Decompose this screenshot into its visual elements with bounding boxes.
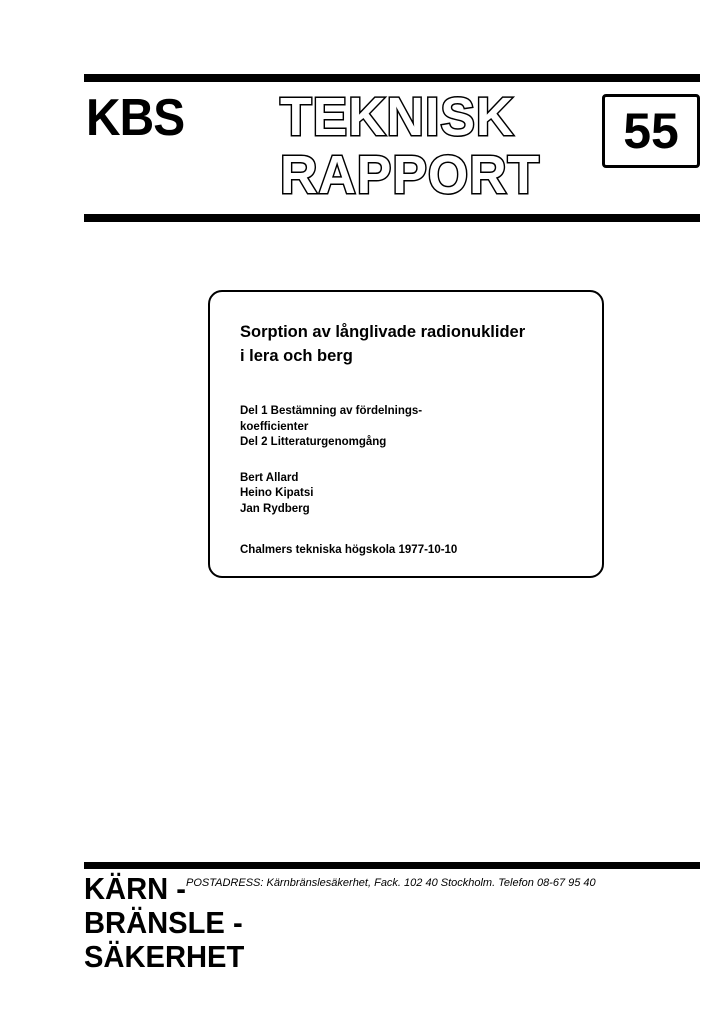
masthead-top-rule bbox=[84, 74, 700, 82]
document-parts bbox=[240, 404, 572, 451]
report-number-badge bbox=[602, 94, 700, 168]
author-name: Heino Kipatsi bbox=[240, 487, 314, 499]
title-card bbox=[208, 290, 604, 578]
author-list bbox=[240, 471, 572, 518]
postal-address: POSTADRESS: Kärnbränslesäkerhet, Fack. 102 40 Stockholm. Telefon 08-67 95 40 bbox=[186, 877, 596, 889]
report-number-value: 55 bbox=[623, 103, 679, 159]
affiliation-and-date: Chalmers tekniska högskola 1977-10-10 bbox=[240, 544, 458, 556]
part-1-line1: Del 1 Bestämning av fördelnings- bbox=[240, 405, 423, 417]
author-name: Jan Rydberg bbox=[240, 502, 310, 515]
page-title-line1: Sorption av långlivade radionuklider bbox=[240, 323, 526, 341]
author-name: Bert Allard bbox=[240, 471, 299, 484]
footer-rule bbox=[84, 862, 700, 869]
part-2: Del 2 Litteraturgenomgång bbox=[240, 436, 387, 448]
footer-logo-line2: BRÄNSLE - bbox=[84, 905, 243, 940]
footer-logo-line3: SÄKERHET bbox=[84, 939, 245, 974]
masthead-title-line1: TEKNISK bbox=[280, 87, 515, 147]
part-1-line2: koefficienter bbox=[240, 420, 309, 433]
masthead-title-line2: RAPPORT bbox=[280, 145, 541, 205]
masthead bbox=[84, 74, 700, 222]
masthead-bottom-rule bbox=[84, 214, 700, 222]
kbs-logo-text: KBS bbox=[86, 89, 185, 147]
page-title-line2: i lera och berg bbox=[240, 347, 353, 365]
page-title bbox=[240, 320, 572, 368]
footer-logo-line1: KÄRN - bbox=[84, 871, 186, 906]
